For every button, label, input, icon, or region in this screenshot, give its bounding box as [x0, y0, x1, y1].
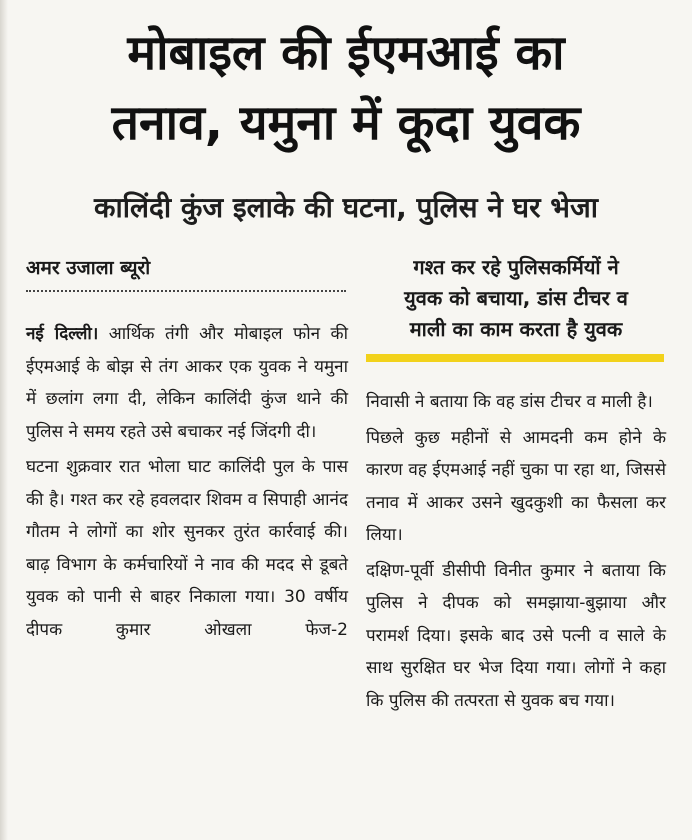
byline: अमर उजाला ब्यूरो [26, 257, 151, 279]
headline [14, 18, 678, 158]
highlight-line-2: युवक को बचाया, डांस टीचर व [404, 286, 628, 310]
article-paragraph: निवासी ने बताया कि वह डांस टीचर व माली है। [366, 392, 653, 412]
article-paragraph: घटना शुक्रवार रात भोला घाट कालिंदी पुल के पास की है। गश्त कर रहे हवलदार शिवम व सिपाही आनंद गौतम ने लोगों का शोर सुनकर तुरंत कार्रवाई की। बाढ़ विभाग के कर्मचारियों ने नाव की मदद से डूबते युवक को पानी से बाहर निकाला गया। 30 वर्षीय दीपक कुमार ओखला फेज-2 [26, 457, 348, 640]
subheadline: कालिंदी कुंज इलाके की घटना, पुलिस ने घर भेजा [93, 191, 599, 224]
article-paragraph: पिछले कुछ महीनों से आमदनी कम होने के कारण वह ईएमआई नहीं चुका पा रहा था, जिससे तनाव में आकर उसने खुदकुशी का फैसला कर लिया। [366, 427, 666, 545]
highlight-box [366, 252, 666, 345]
headline-line-2: तनाव, यमुना में कूदा युवक [111, 95, 581, 151]
byline-divider [26, 290, 346, 292]
paragraph-text: आर्थिक तंगी और मोबाइल फोन की ईएमआई के बोझ से तंग आकर एक युवक ने यमुना में छलांग लगा दी, लेकिन कालिंदी कुंज थाने की पुलिस ने समय रहते उसे बचाकर नई जिंदगी दी। [26, 324, 349, 442]
article-column-left [26, 318, 348, 646]
highlight-line-1: गश्त कर रहे पुलिसकर्मियों ने [413, 255, 619, 279]
article-column-right [366, 386, 666, 717]
headline-line-1: मोबाइल की ईएमआई का [127, 25, 565, 81]
article-paragraph: दक्षिण-पूर्वी डीसीपी विनीत कुमार ने बताया कि पुलिस ने दीपक को समझाया-बुझाया और परामर्श दिया। इसके बाद उसे पत्नी व साले के साथ सुरक्षित घर भेज दिया गया। लोगों ने कहा कि पुलिस की तत्परता से युवक बच गया। [366, 560, 666, 711]
highlight-underline [366, 354, 664, 362]
article-paragraph [26, 318, 348, 448]
dateline: नई दिल्ली। [26, 324, 99, 344]
page-edge-shadow [0, 0, 8, 840]
highlight-line-3: माली का काम करता है युवक [409, 317, 623, 341]
